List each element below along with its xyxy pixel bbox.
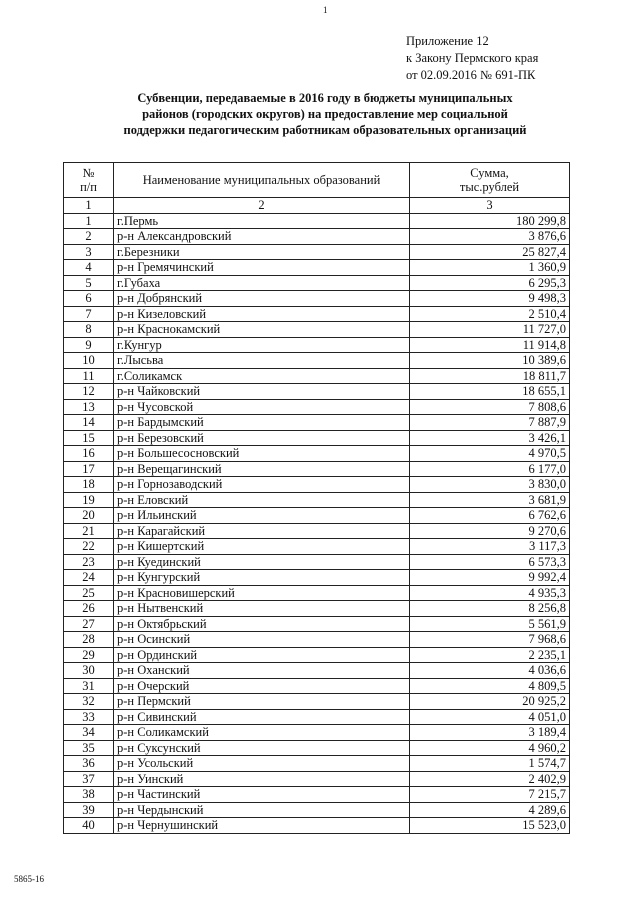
- row-number: 6: [64, 291, 114, 307]
- row-amount: 1 574,7: [410, 756, 570, 772]
- row-name: р-н Октябрьский: [114, 616, 410, 632]
- table-row: [64, 430, 570, 446]
- table-row: [64, 709, 570, 725]
- row-number: 40: [64, 818, 114, 834]
- row-amount: 4 935,3: [410, 585, 570, 601]
- row-amount: 15 523,0: [410, 818, 570, 834]
- row-name: р-н Осинский: [114, 632, 410, 648]
- row-number: 13: [64, 399, 114, 415]
- row-amount: 18 811,7: [410, 368, 570, 384]
- row-amount: 25 827,4: [410, 244, 570, 260]
- row-amount: 3 876,6: [410, 229, 570, 245]
- row-name: р-н Куединский: [114, 554, 410, 570]
- table-row: [64, 508, 570, 524]
- table-row: [64, 244, 570, 260]
- row-name: р-н Гремячинский: [114, 260, 410, 276]
- title-line-1: Субвенции, передаваемые в 2016 году в бюджеты муниципальных: [137, 91, 513, 105]
- row-number: 2: [64, 229, 114, 245]
- row-name: г.Лысьва: [114, 353, 410, 369]
- table-row: [64, 306, 570, 322]
- table-row: [64, 229, 570, 245]
- row-amount: 4 289,6: [410, 802, 570, 818]
- column-index-1: 1: [64, 198, 114, 214]
- subsidy-table: [63, 162, 570, 834]
- row-amount: 4 970,5: [410, 446, 570, 462]
- table-row: [64, 756, 570, 772]
- row-amount: 3 830,0: [410, 477, 570, 493]
- table-row: [64, 663, 570, 679]
- row-name: р-н Еловский: [114, 492, 410, 508]
- row-number: 7: [64, 306, 114, 322]
- table-row: [64, 771, 570, 787]
- row-name: р-н Добрянский: [114, 291, 410, 307]
- row-amount: 20 925,2: [410, 694, 570, 710]
- row-amount: 4 809,5: [410, 678, 570, 694]
- row-number: 5: [64, 275, 114, 291]
- row-name: г.Кунгур: [114, 337, 410, 353]
- table-row: [64, 446, 570, 462]
- table-row: [64, 570, 570, 586]
- header-sum-line-2: тыс.рублей: [459, 180, 520, 194]
- table-row: [64, 368, 570, 384]
- row-number: 12: [64, 384, 114, 400]
- column-index-2: 2: [114, 198, 410, 214]
- row-number: 24: [64, 570, 114, 586]
- row-amount: 18 655,1: [410, 384, 570, 400]
- row-amount: 2 402,9: [410, 771, 570, 787]
- row-amount: 3 681,9: [410, 492, 570, 508]
- row-amount: 7 887,9: [410, 415, 570, 431]
- row-amount: 7 968,6: [410, 632, 570, 648]
- row-amount: 11 914,8: [410, 337, 570, 353]
- appendix-reference: [406, 33, 538, 84]
- row-amount: 7 808,6: [410, 399, 570, 415]
- header-number-line-2: п/п: [80, 180, 97, 194]
- row-name: р-н Ильинский: [114, 508, 410, 524]
- row-amount: 10 389,6: [410, 353, 570, 369]
- header-name: Наименование муниципальных образований: [114, 163, 410, 198]
- row-number: 36: [64, 756, 114, 772]
- row-name: р-н Кизеловский: [114, 306, 410, 322]
- table-row: [64, 337, 570, 353]
- row-name: р-н Уинский: [114, 771, 410, 787]
- table-row: [64, 384, 570, 400]
- document-title: [90, 90, 560, 138]
- table-row: [64, 260, 570, 276]
- row-amount: 4 960,2: [410, 740, 570, 756]
- row-name: р-н Чайковский: [114, 384, 410, 400]
- row-amount: 2 510,4: [410, 306, 570, 322]
- row-name: р-н Березовский: [114, 430, 410, 446]
- table-row: [64, 492, 570, 508]
- row-number: 39: [64, 802, 114, 818]
- row-number: 30: [64, 663, 114, 679]
- row-amount: 4 051,0: [410, 709, 570, 725]
- row-name: г.Березники: [114, 244, 410, 260]
- row-name: р-н Соликамский: [114, 725, 410, 741]
- row-number: 11: [64, 368, 114, 384]
- table-row: [64, 585, 570, 601]
- row-number: 10: [64, 353, 114, 369]
- row-name: р-н Верещагинский: [114, 461, 410, 477]
- row-name: р-н Сивинский: [114, 709, 410, 725]
- table-row: [64, 322, 570, 338]
- row-number: 22: [64, 539, 114, 555]
- appendix-line-2: к Закону Пермского края: [406, 51, 539, 65]
- header-sum-line-1: Сумма,: [470, 166, 509, 180]
- row-number: 4: [64, 260, 114, 276]
- appendix-line-3: от 02.09.2016 № 691-ПК: [406, 68, 536, 82]
- row-number: 34: [64, 725, 114, 741]
- row-name: р-н Очерский: [114, 678, 410, 694]
- row-number: 29: [64, 647, 114, 663]
- table-row: [64, 740, 570, 756]
- column-index-row: [64, 198, 570, 214]
- table-row: [64, 554, 570, 570]
- row-name: р-н Суксунский: [114, 740, 410, 756]
- row-amount: 2 235,1: [410, 647, 570, 663]
- row-number: 27: [64, 616, 114, 632]
- table-row: [64, 725, 570, 741]
- table-row: [64, 523, 570, 539]
- column-index-3: 3: [410, 198, 570, 214]
- table-row: [64, 616, 570, 632]
- title-line-2: районов (городских округов) на предоставление мер социальной: [142, 107, 508, 121]
- row-number: 18: [64, 477, 114, 493]
- row-name: г.Пермь: [114, 213, 410, 229]
- row-amount: 7 215,7: [410, 787, 570, 803]
- row-amount: 3 189,4: [410, 725, 570, 741]
- row-amount: 6 762,6: [410, 508, 570, 524]
- table-row: [64, 601, 570, 617]
- row-name: р-н Краснокамский: [114, 322, 410, 338]
- row-name: р-н Пермский: [114, 694, 410, 710]
- row-amount: 4 036,6: [410, 663, 570, 679]
- row-number: 28: [64, 632, 114, 648]
- row-name: р-н Оханский: [114, 663, 410, 679]
- table-row: [64, 678, 570, 694]
- row-number: 31: [64, 678, 114, 694]
- row-number: 15: [64, 430, 114, 446]
- document-code: 5865-16: [14, 874, 44, 884]
- row-amount: 1 360,9: [410, 260, 570, 276]
- row-name: р-н Чердынский: [114, 802, 410, 818]
- row-number: 26: [64, 601, 114, 617]
- row-amount: 8 256,8: [410, 601, 570, 617]
- row-name: р-н Красновишерский: [114, 585, 410, 601]
- table-row: [64, 461, 570, 477]
- table-header-row: [64, 163, 570, 198]
- row-number: 1: [64, 213, 114, 229]
- page-number-mark: 1: [323, 5, 328, 15]
- row-name: р-н Нытвенский: [114, 601, 410, 617]
- row-name: г.Губаха: [114, 275, 410, 291]
- header-number-line-1: №: [82, 166, 95, 180]
- table-row: [64, 802, 570, 818]
- row-number: 20: [64, 508, 114, 524]
- table-row: [64, 632, 570, 648]
- row-amount: 11 727,0: [410, 322, 570, 338]
- table-row: [64, 353, 570, 369]
- row-name: р-н Кунгурский: [114, 570, 410, 586]
- row-name: р-н Ординский: [114, 647, 410, 663]
- row-amount: 9 992,4: [410, 570, 570, 586]
- row-number: 9: [64, 337, 114, 353]
- row-number: 8: [64, 322, 114, 338]
- row-name: р-н Частинский: [114, 787, 410, 803]
- table-row: [64, 477, 570, 493]
- header-sum: [410, 163, 570, 198]
- table-row: [64, 694, 570, 710]
- header-number: [64, 163, 114, 198]
- row-number: 14: [64, 415, 114, 431]
- row-number: 32: [64, 694, 114, 710]
- row-number: 3: [64, 244, 114, 260]
- row-name: р-н Бардымский: [114, 415, 410, 431]
- table-row: [64, 291, 570, 307]
- row-number: 16: [64, 446, 114, 462]
- row-number: 35: [64, 740, 114, 756]
- row-number: 19: [64, 492, 114, 508]
- appendix-line-1: Приложение 12: [406, 34, 489, 48]
- table-row: [64, 213, 570, 229]
- row-amount: 6 573,3: [410, 554, 570, 570]
- row-name: р-н Чернушинский: [114, 818, 410, 834]
- row-amount: 180 299,8: [410, 213, 570, 229]
- row-number: 33: [64, 709, 114, 725]
- row-number: 37: [64, 771, 114, 787]
- row-amount: 6 295,3: [410, 275, 570, 291]
- table-row: [64, 275, 570, 291]
- table-row: [64, 539, 570, 555]
- row-name: р-н Кишертский: [114, 539, 410, 555]
- row-amount: 9 498,3: [410, 291, 570, 307]
- row-name: р-н Усольский: [114, 756, 410, 772]
- row-number: 25: [64, 585, 114, 601]
- table-row: [64, 399, 570, 415]
- row-amount: 3 426,1: [410, 430, 570, 446]
- row-amount: 6 177,0: [410, 461, 570, 477]
- table-row: [64, 415, 570, 431]
- table-row: [64, 787, 570, 803]
- row-amount: 9 270,6: [410, 523, 570, 539]
- row-amount: 5 561,9: [410, 616, 570, 632]
- row-name: р-н Большесосновский: [114, 446, 410, 462]
- table-row: [64, 818, 570, 834]
- row-name: р-н Карагайский: [114, 523, 410, 539]
- table-row: [64, 647, 570, 663]
- row-name: р-н Горнозаводский: [114, 477, 410, 493]
- row-number: 21: [64, 523, 114, 539]
- row-amount: 3 117,3: [410, 539, 570, 555]
- row-number: 38: [64, 787, 114, 803]
- title-line-3: поддержки педагогическим работникам образовательных организаций: [123, 123, 527, 137]
- row-number: 17: [64, 461, 114, 477]
- row-number: 23: [64, 554, 114, 570]
- row-name: р-н Чусовской: [114, 399, 410, 415]
- row-name: р-н Александровский: [114, 229, 410, 245]
- row-name: г.Соликамск: [114, 368, 410, 384]
